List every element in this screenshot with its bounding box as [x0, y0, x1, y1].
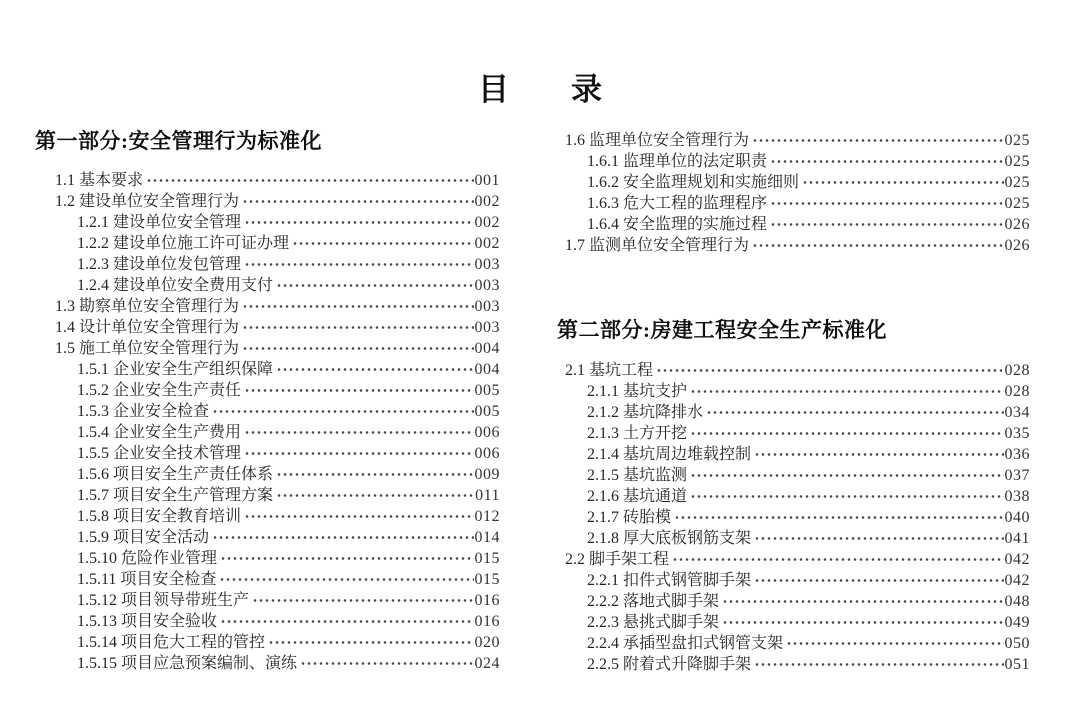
entry-label: 1.5.5 企业安全技术管理	[77, 445, 242, 462]
dot-leader	[754, 654, 1003, 675]
dot-leader	[706, 402, 1003, 423]
entry-page: 026	[1004, 216, 1030, 233]
toc-entry	[557, 193, 1030, 214]
entry-page: 020	[474, 634, 500, 651]
dot-leader	[276, 275, 473, 296]
toc-entry	[35, 254, 500, 275]
dot-leader	[244, 380, 473, 401]
entry-label: 2.1.2 基坑降排水	[587, 404, 704, 421]
entry-page: 048	[1004, 593, 1030, 610]
entry-label: 1.6.2 安全监理规划和实施细则	[587, 174, 800, 191]
entry-page: 002	[474, 235, 500, 252]
entry-page: 041	[1004, 530, 1030, 547]
entry-label: 2.2.5 附着式升降脚手架	[587, 656, 752, 673]
toc-entry	[557, 465, 1030, 486]
entry-label: 1.5.3 企业安全检查	[77, 403, 210, 420]
entry-page: 009	[474, 466, 500, 483]
dot-leader	[754, 444, 1003, 465]
entry-label: 1.2.4 建设单位安全费用支付	[77, 277, 274, 294]
entry-page: 025	[1004, 174, 1030, 191]
entry-page: 049	[1004, 614, 1030, 631]
entry-page: 002	[474, 214, 500, 231]
entry-label: 1.2 建设单位安全管理行为	[55, 193, 240, 210]
toc-entry	[35, 443, 500, 464]
entry-label: 2.1.3 土方开挖	[587, 425, 688, 442]
toc-entry	[557, 444, 1030, 465]
dot-leader	[252, 590, 473, 611]
entry-page: 037	[1004, 467, 1030, 484]
entry-page: 024	[474, 655, 500, 672]
entry-page: 014	[474, 529, 500, 546]
entry-page: 006	[474, 445, 500, 462]
dot-leader	[242, 338, 473, 359]
part2-heading: 第二部分:房建工程安全生产标准化	[557, 318, 887, 342]
entry-label: 1.2.3 建设单位发包管理	[77, 256, 242, 273]
toc-entry	[557, 507, 1030, 528]
dot-leader	[656, 360, 1003, 381]
entry-page: 034	[1004, 404, 1030, 421]
entry-label: 1.3 勘察单位安全管理行为	[55, 298, 240, 315]
entry-page: 003	[474, 298, 500, 315]
dot-leader	[722, 591, 1003, 612]
toc-entry	[35, 275, 500, 296]
entry-label: 1.5.4 企业安全生产费用	[77, 424, 242, 441]
toc-entry	[35, 506, 500, 527]
toc-column-left	[35, 128, 500, 674]
entry-label: 1.5.6 项目安全生产责任体系	[77, 466, 274, 483]
entry-page: 025	[1004, 132, 1030, 149]
entry-label: 1.6.3 危大工程的监理程序	[587, 195, 768, 212]
toc-entry	[35, 338, 500, 359]
dot-leader	[146, 170, 473, 191]
entry-label: 1.5.2 企业安全生产责任	[77, 382, 242, 399]
entry-page: 001	[474, 172, 500, 189]
entry-page: 003	[474, 319, 500, 336]
toc-entry	[35, 590, 500, 611]
toc-entry	[557, 130, 1030, 151]
toc-entry	[35, 317, 500, 338]
entry-label: 1.1 基本要求	[55, 172, 144, 189]
entry-label: 1.5.13 项目安全验收	[77, 613, 218, 630]
entry-page: 051	[1004, 656, 1030, 673]
entry-label: 2.2.1 扣件式钢管脚手架	[587, 572, 752, 589]
dot-leader	[276, 359, 473, 380]
dot-leader	[244, 254, 473, 275]
toc-entry	[557, 612, 1030, 633]
entry-label: 1.5.7 项目安全生产管理方案	[77, 487, 274, 504]
entry-label: 1.2.1 建设单位安全管理	[77, 214, 242, 231]
entry-label: 1.2.2 建设单位施工许可证办理	[77, 235, 290, 252]
dot-leader	[242, 317, 473, 338]
dot-leader	[300, 653, 473, 674]
part2-entries	[557, 360, 1030, 675]
entry-label: 2.1.1 基坑支护	[587, 383, 688, 400]
entry-page: 025	[1004, 153, 1030, 170]
toc-entry	[35, 380, 500, 401]
entry-label: 2.1.4 基坑周边堆载控制	[587, 446, 752, 463]
entry-page: 015	[474, 571, 500, 588]
entry-page: 042	[1004, 572, 1030, 589]
entry-page: 028	[1004, 383, 1030, 400]
entry-label: 2.2.4 承插型盘扣式钢管支架	[587, 635, 784, 652]
dot-leader	[212, 527, 473, 548]
dot-leader	[690, 465, 1003, 486]
toc-entry	[35, 359, 500, 380]
dot-leader	[220, 548, 473, 569]
entry-page: 011	[475, 487, 500, 504]
dot-leader	[276, 464, 473, 485]
entry-page: 002	[474, 193, 500, 210]
dot-leader	[754, 570, 1003, 591]
toc-entry	[557, 402, 1030, 423]
entry-page: 042	[1004, 551, 1030, 568]
entry-page: 004	[474, 361, 500, 378]
entry-label: 2.2.3 悬挑式脚手架	[587, 614, 720, 631]
dot-leader	[752, 235, 1003, 256]
toc-entry	[557, 486, 1030, 507]
toc-entry	[35, 296, 500, 317]
toc-entry	[557, 214, 1030, 235]
part1-heading: 第一部分:安全管理行为标准化	[35, 129, 322, 153]
entry-label: 2.1 基坑工程	[565, 362, 654, 379]
toc-entry	[35, 191, 500, 212]
entry-page: 005	[474, 382, 500, 399]
toc-entry	[557, 151, 1030, 172]
dot-leader	[802, 172, 1003, 193]
entry-label: 2.1.6 基坑通道	[587, 488, 688, 505]
toc-entry	[557, 591, 1030, 612]
toc-entry	[557, 423, 1030, 444]
dot-leader	[770, 193, 1003, 214]
entry-label: 1.5.1 企业安全生产组织保障	[77, 361, 274, 378]
part1-entries-right	[557, 130, 1030, 256]
entry-page: 012	[474, 508, 500, 525]
entry-label: 1.5.8 项目安全教育培训	[77, 508, 242, 525]
part1-entries-left	[35, 170, 500, 674]
entry-page: 035	[1004, 425, 1030, 442]
dot-leader	[244, 422, 473, 443]
entry-page: 050	[1004, 635, 1030, 652]
dot-leader	[244, 506, 473, 527]
dot-leader	[722, 612, 1003, 633]
entry-label: 2.2 脚手架工程	[565, 551, 670, 568]
dot-leader	[276, 485, 474, 506]
toc-entry	[557, 528, 1030, 549]
dot-leader	[770, 151, 1003, 172]
entry-page: 015	[474, 550, 500, 567]
entry-label: 2.1.5 基坑监测	[587, 467, 688, 484]
dot-leader	[244, 443, 473, 464]
toc-column-right	[557, 130, 1030, 675]
toc-entry	[557, 172, 1030, 193]
dot-leader	[754, 528, 1003, 549]
dot-leader	[674, 507, 1003, 528]
dot-leader	[690, 486, 1003, 507]
dot-leader	[292, 233, 473, 254]
entry-page: 004	[474, 340, 500, 357]
toc-entry	[557, 381, 1030, 402]
entry-page: 016	[474, 613, 500, 630]
dot-leader	[242, 296, 473, 317]
entry-page: 016	[474, 592, 500, 609]
dot-leader	[268, 632, 473, 653]
entry-page: 026	[1004, 237, 1030, 254]
entry-page: 003	[474, 256, 500, 273]
dot-leader	[786, 633, 1003, 654]
dot-leader	[752, 130, 1003, 151]
dot-leader	[672, 549, 1003, 570]
entry-page: 005	[474, 403, 500, 420]
toc-entry	[35, 632, 500, 653]
dot-leader	[690, 381, 1003, 402]
entry-label: 1.5.12 项目领导带班生产	[77, 592, 250, 609]
toc-entry	[557, 570, 1030, 591]
entry-page: 006	[474, 424, 500, 441]
entry-label: 1.6.1 监理单位的法定职责	[587, 153, 768, 170]
entry-page: 028	[1004, 362, 1030, 379]
toc-entry	[557, 654, 1030, 675]
toc-entry	[35, 170, 500, 191]
entry-page: 040	[1004, 509, 1030, 526]
page-title: 目 录	[478, 72, 602, 107]
toc-entry	[35, 485, 500, 506]
toc-entry	[557, 235, 1030, 256]
toc-entry	[35, 611, 500, 632]
entry-page: 003	[474, 277, 500, 294]
toc-entry	[35, 464, 500, 485]
entry-label: 1.5.9 项目安全活动	[77, 529, 210, 546]
toc-entry	[557, 360, 1030, 381]
dot-leader	[242, 191, 473, 212]
entry-label: 1.5.10 危险作业管理	[77, 550, 218, 567]
entry-label: 1.5 施工单位安全管理行为	[55, 340, 240, 357]
entry-page: 025	[1004, 195, 1030, 212]
entry-label: 1.4 设计单位安全管理行为	[55, 319, 240, 336]
entry-label: 1.6.4 安全监理的实施过程	[587, 216, 768, 233]
entry-label: 2.1.7 砖胎模	[587, 509, 672, 526]
toc-entry	[35, 653, 500, 674]
entry-label: 1.6 监理单位安全管理行为	[565, 132, 750, 149]
dot-leader	[219, 569, 473, 590]
dot-leader	[220, 611, 473, 632]
toc-entry	[557, 549, 1030, 570]
dot-leader	[690, 423, 1003, 444]
entry-label: 2.1.8 厚大底板钢筋支架	[587, 530, 752, 547]
toc-entry	[35, 212, 500, 233]
toc-entry	[557, 633, 1030, 654]
dot-leader	[212, 401, 473, 422]
entry-label: 1.5.11 项目安全检查	[77, 571, 217, 588]
toc-entry	[35, 569, 500, 590]
entry-page: 038	[1004, 488, 1030, 505]
entry-label: 1.7 监测单位安全管理行为	[565, 237, 750, 254]
toc-entry	[35, 401, 500, 422]
dot-leader	[244, 212, 473, 233]
toc-entry	[35, 422, 500, 443]
toc-entry	[35, 548, 500, 569]
entry-label: 1.5.15 项目应急预案编制、演练	[77, 655, 298, 672]
entry-page: 036	[1004, 446, 1030, 463]
toc-entry	[35, 233, 500, 254]
entry-label: 1.5.14 项目危大工程的管控	[77, 634, 266, 651]
dot-leader	[770, 214, 1003, 235]
toc-entry	[35, 527, 500, 548]
entry-label: 2.2.2 落地式脚手架	[587, 593, 720, 610]
